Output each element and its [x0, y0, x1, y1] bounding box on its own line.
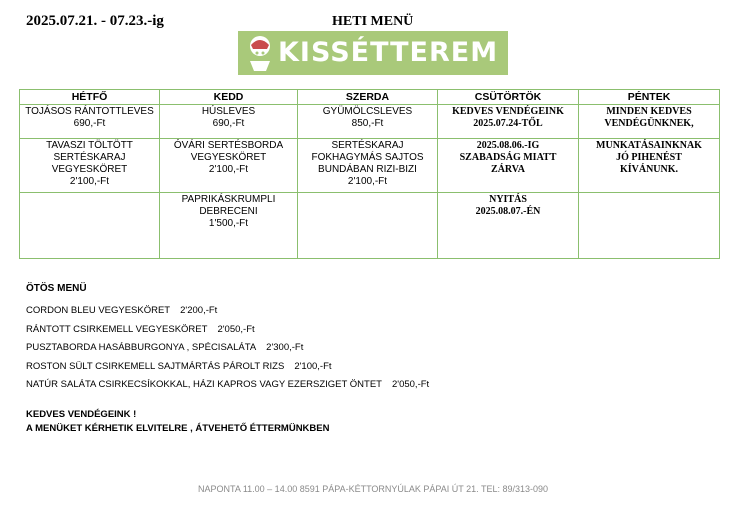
menu-cell: KEDVES VENDÉGEINK 2025.07.24-TŐL: [438, 105, 579, 139]
day-header: SZERDA: [298, 90, 438, 105]
dish-price: 2'200,-Ft: [180, 305, 218, 316]
menu-cell: GYÜMÖLCSLEVES 850,-Ft: [298, 105, 438, 139]
day-header: CSÜTÖRTÖK: [438, 90, 579, 105]
menu-cell: HÚSLEVES 690,-Ft: [160, 105, 298, 139]
menu-cell: [579, 192, 720, 258]
day-header: KEDD: [160, 90, 298, 105]
otos-menu-title: ÖTÖS MENÜ: [26, 283, 87, 294]
notice-line: KEDVES VENDÉGEINK !: [26, 409, 137, 420]
logo-text: KISSÉTTEREM: [278, 37, 499, 68]
dish-price: 2'300,-Ft: [266, 342, 304, 353]
list-item: [26, 305, 429, 324]
menu-cell: SERTÉSKARAJ FOKHAGYMÁS SAJTOS BUNDÁBAN RIZI-BIZI 2'100,-Ft: [298, 139, 438, 193]
logo: [238, 31, 508, 75]
menu-cell: MINDEN KEDVES VENDÉGÜNKNEK,: [579, 105, 720, 139]
list-item: [26, 342, 429, 361]
menu-cell: ÓVÁRI SERTÉSBORDA VEGYESKÖRET 2'100,-Ft: [160, 139, 298, 193]
table-row: [20, 192, 720, 258]
menu-cell: MUNKATÁSAINKNAK JÓ PIHENÉST KÍVÁNUNK.: [579, 139, 720, 193]
dish-name: NATÚR SALÁTA CSIRKECSÍKOKKAL, HÁZI KAPROS VAGY EZERSZIGET ÖNTET: [26, 379, 382, 390]
menu-cell: TOJÁSOS RÁNTOTTLEVES 690,-Ft: [20, 105, 160, 139]
table-row: [20, 139, 720, 193]
list-item: [26, 379, 429, 398]
menu-cell: TAVASZI TÖLTÖTT SERTÉSKARAJ VEGYESKÖRET 2'100,-Ft: [20, 139, 160, 193]
otos-menu-list: [26, 305, 429, 398]
footer-contact: NAPONTA 11.00 – 14.00 8591 PÁPA-KÉTTORNYÚLAK PÁPAI ÚT 21. TEL: 89/313-090: [197, 484, 548, 494]
day-header: HÉTFŐ: [20, 90, 160, 105]
weekly-menu-table: [19, 89, 720, 259]
menu-cell: NYITÁS 2025.08.07.-ÉN: [438, 192, 579, 258]
table-header-row: [20, 90, 720, 105]
menu-cell: [20, 192, 160, 258]
page-title: HETI MENÜ: [332, 14, 414, 29]
dish-price: 2'050,-Ft: [391, 379, 430, 390]
notice-line: A MENÜKET KÉRHETIK ELVITELRE , ÁTVEHETŐ ÉTTERMÜNKBEN: [26, 423, 330, 434]
menu-cell: 2025.08.06.-IG SZABADSÁG MIATT ZÁRVA: [438, 139, 579, 193]
notice-block: [26, 408, 329, 436]
menu-cell: [298, 192, 438, 258]
dish-price: 2'100,-Ft: [294, 360, 332, 372]
dish-price: 2'050,-Ft: [217, 323, 255, 335]
menu-cell: PAPRIKÁSKRUMPLI DEBRECENI 1'500,-Ft: [160, 192, 298, 258]
list-item: [26, 361, 429, 380]
dish-name: RÁNTOTT CSIRKEMELL VEGYESKÖRET: [26, 323, 208, 335]
dish-name: ROSTON SÜLT CSIRKEMELL SAJTMÁRTÁS PÁROLT RIZS: [26, 360, 285, 372]
date-range: 2025.07.21. - 07.23.-ig: [26, 13, 164, 29]
table-row: [20, 105, 720, 139]
dish-name: PUSZTABORDA HASÁBBURGONYA , SPÉCISALÁTA: [26, 342, 257, 353]
day-header: PÉNTEK: [579, 90, 720, 105]
list-item: [26, 324, 429, 343]
dish-name: CORDON BLEU VEGYESKÖRET: [26, 305, 171, 316]
chef-icon: [242, 31, 278, 75]
